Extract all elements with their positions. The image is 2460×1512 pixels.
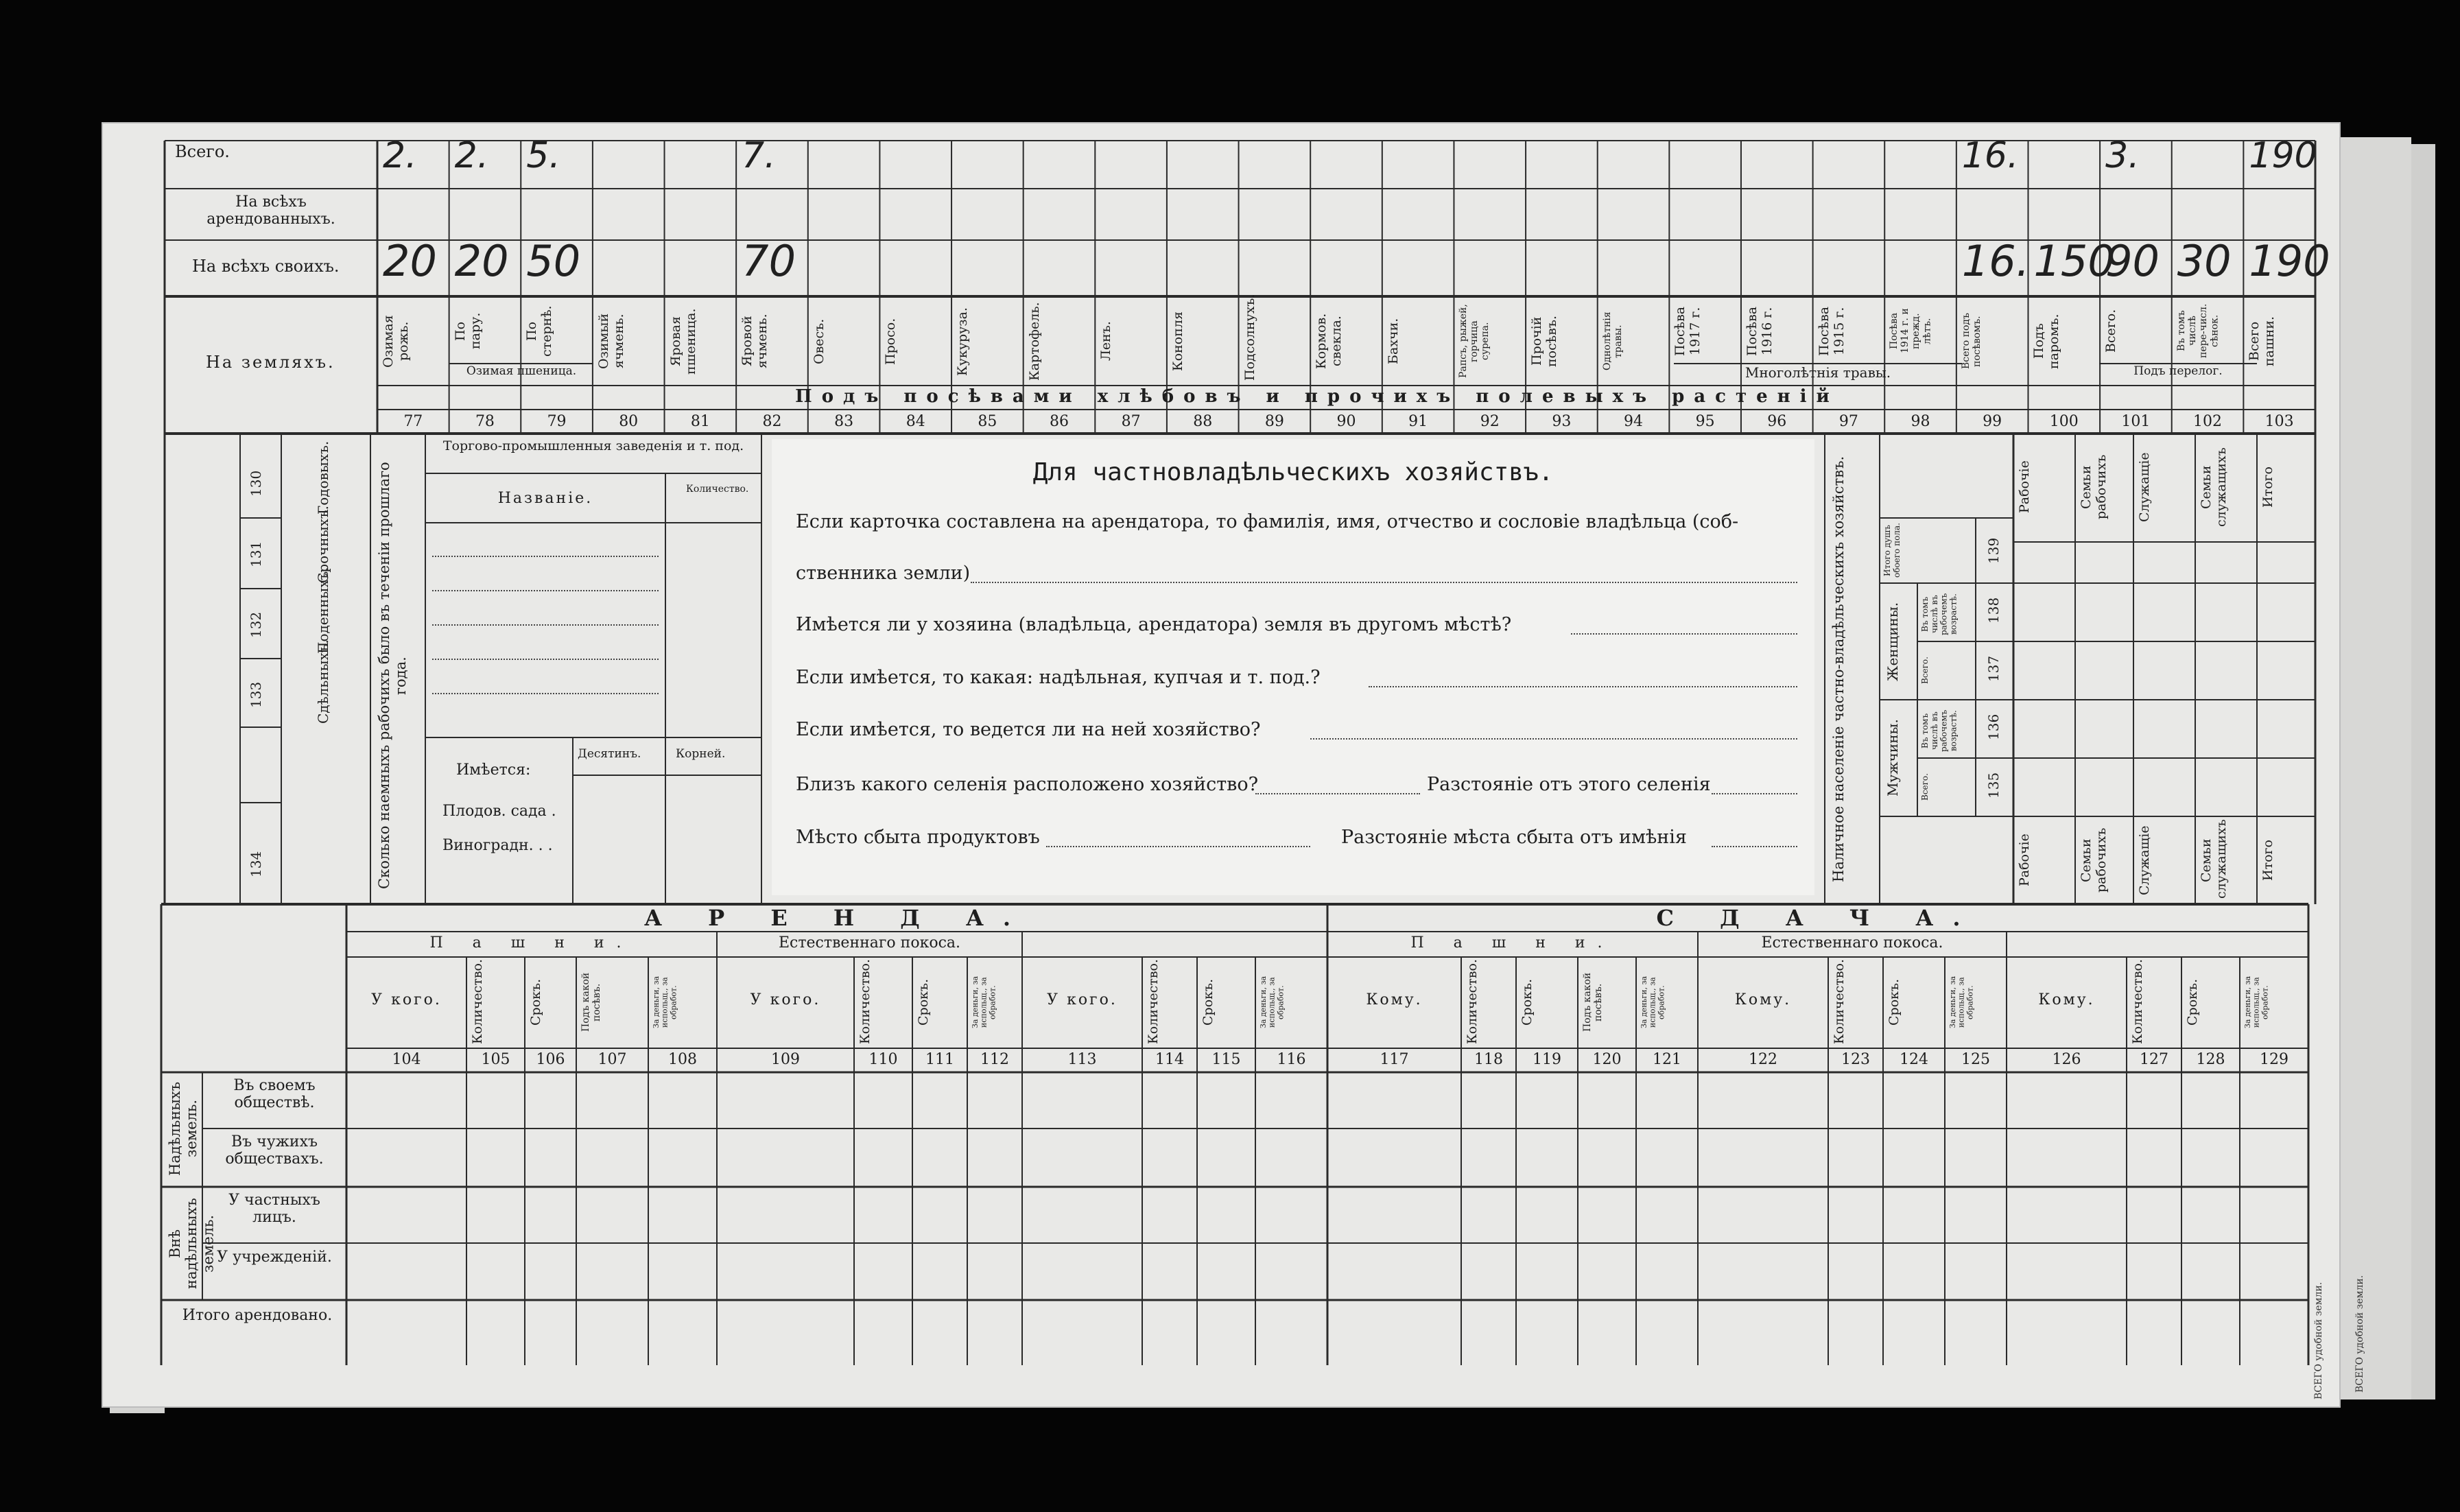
handwritten-value: 50 — [526, 236, 581, 286]
right-col-header: Служащіе — [2137, 825, 2152, 895]
has-label: Имѣется: — [456, 761, 531, 779]
col-88-label: Конопля — [1170, 311, 1185, 371]
question-village: Близъ какого селенія расположено хозяйство? — [796, 774, 1259, 795]
col-107-label: Подъ какой посѣвъ. — [580, 972, 603, 1032]
row-other-society: Въ чужихъ обществахъ. — [225, 1133, 324, 1168]
vineyard-label: Виноградн. . . — [442, 837, 553, 854]
row-own-society: Въ своемъ обществѣ. — [233, 1077, 316, 1112]
answer-line[interactable] — [971, 582, 1797, 583]
handwritten-value: 16. — [1961, 236, 2030, 286]
group-perelog: Подъ перелог. — [2133, 364, 2223, 378]
question-market: Мѣсто сбыта продуктовъ — [796, 827, 1040, 848]
row-institutions: У учрежденій. — [217, 1249, 332, 1266]
col-139-number: 139 — [1985, 537, 2002, 564]
margin-note: ВСЕГО удобной земли. — [2313, 1281, 2324, 1399]
col-77-number: 77 — [403, 413, 423, 430]
handwritten-value: 20 — [383, 236, 437, 286]
col-136-label: Въ томъ числѣ въ рабочемъ возрастѣ. — [1920, 709, 1959, 752]
row-label-own: На всѣхъ своихъ. — [192, 257, 340, 276]
private-farms-title: Для частновладѣльческихъ хозяйствъ. — [1032, 458, 1554, 486]
question-other-land: Имѣется ли у хозяина (владѣльца, арендатора) земля въ другомъ мѣстѣ? — [796, 614, 1512, 635]
col-111-number: 111 — [925, 1051, 954, 1068]
col-90-number: 90 — [1336, 413, 1356, 430]
col-113-label: У кого. — [1047, 991, 1117, 1008]
col-107-number: 107 — [598, 1051, 627, 1068]
col-97-number: 97 — [1838, 413, 1858, 430]
col-123-label: Количество. — [1832, 958, 1847, 1044]
col-83-label: Овесъ. — [811, 318, 827, 364]
row-label-rented: На всѣхъ арендованныхъ. — [206, 193, 335, 228]
col-130-number: 130 — [248, 470, 264, 497]
col-96-number: 96 — [1767, 413, 1787, 430]
sdacha-pokos: Естественнаго покоса. — [1761, 934, 1943, 952]
women-label: Женщины. — [1884, 602, 1901, 681]
col-114-number: 114 — [1155, 1051, 1184, 1068]
dotted-line — [432, 556, 659, 557]
col-120-label: Подъ какой посѣвъ. — [1582, 972, 1605, 1032]
col-105-label: Количество. — [470, 958, 485, 1044]
answer-line[interactable] — [1571, 633, 1797, 635]
col-106-number: 106 — [536, 1051, 565, 1068]
col-79-label: По стернѣ. — [524, 305, 555, 357]
col-128-label: Срокъ. — [2185, 978, 2200, 1026]
col-133-label: Сдѣльныхъ. — [315, 639, 331, 724]
col-83-number: 83 — [834, 413, 854, 430]
col-103-number: 103 — [2264, 413, 2294, 430]
col-80-label: Озимый ячмень. — [595, 313, 626, 370]
col-94-label: Однолѣтнія травы. — [1601, 311, 1624, 371]
right-col-header: Семьи рабочихъ — [2079, 454, 2109, 520]
col-124-number: 124 — [1900, 1051, 1928, 1068]
handwritten-value: 150 — [2033, 236, 2115, 286]
right-col-header: Семьи служащихъ — [2199, 819, 2229, 899]
col-128-number: 128 — [2196, 1051, 2225, 1068]
col-110-number: 110 — [868, 1051, 898, 1068]
answer-line[interactable] — [1310, 738, 1797, 740]
question-owner-2: ственника земли) — [796, 563, 971, 584]
col-88-number: 88 — [1193, 413, 1213, 430]
col-123-number: 123 — [1841, 1051, 1870, 1068]
col-93-label: Прочій посѣвъ. — [1529, 315, 1559, 368]
col-85-number: 85 — [978, 413, 997, 430]
question-owner-1: Если карточка составлена на арендатора, то фамилія, имя, отчество и сословіе владѣльца (соб- — [796, 511, 1739, 532]
col-119-number: 119 — [1533, 1051, 1561, 1068]
col-99-label: Всего подъ посѣвомъ. — [1960, 313, 1983, 370]
col-127-label: Количество. — [2130, 958, 2145, 1044]
trade-name-header: Названіе. — [497, 490, 593, 507]
answer-line[interactable] — [1712, 793, 1797, 794]
col-132-number: 132 — [248, 611, 264, 638]
col-108-number: 108 — [668, 1051, 697, 1068]
col-122-number: 122 — [1749, 1051, 1777, 1068]
handwritten-value: 30 — [2177, 236, 2232, 286]
vne-group-label: Внѣ надѣльныхъ земель. — [167, 1198, 217, 1290]
col-95-label: Посѣва 1917 г. — [1672, 306, 1703, 356]
margin-note: ВСЕГО удобной земли. — [2354, 1275, 2365, 1393]
col-117-label: Кому. — [1366, 991, 1423, 1008]
col-121-label: За деньги, за испольщ., за обработ. — [1640, 976, 1666, 1029]
col-116-number: 116 — [1277, 1051, 1306, 1068]
group-mnogoletnie: Многолѣтнія травы. — [1745, 364, 1891, 381]
col-119-label: Срокъ. — [1519, 978, 1535, 1026]
right-col-header: Итого — [2260, 466, 2275, 508]
col-80-number: 80 — [619, 413, 639, 430]
col-98-label: Посѣва 1914 г. и прежд. лѣтъ. — [1889, 308, 1933, 354]
col-91-number: 91 — [1408, 413, 1428, 430]
col-110-label: Количество. — [858, 958, 873, 1044]
banner-sown: Подъ посѣвами хлѣбовъ и прочихъ полевыхъ растеній — [795, 386, 1839, 407]
col-84-label: Просо. — [883, 318, 899, 365]
right-col-header: Рабочіе — [2017, 460, 2032, 514]
col-136-number: 136 — [1985, 713, 2002, 741]
row-label-total: Всего. — [175, 142, 230, 161]
col-109-label: У кого. — [750, 991, 821, 1008]
col-85-label: Кукуруза. — [955, 307, 971, 376]
col-96-label: Посѣва 1916 г. — [1744, 306, 1775, 356]
col-129-number: 129 — [2260, 1051, 2288, 1068]
col-122-label: Кому. — [1734, 991, 1792, 1008]
col-106-label: Срокъ. — [528, 978, 543, 1026]
handwritten-value: 3. — [2105, 135, 2140, 176]
col-89-label: Подсолнухъ. — [1242, 294, 1257, 381]
col-92-number: 92 — [1480, 413, 1500, 430]
answer-line[interactable] — [1255, 793, 1420, 794]
handwritten-value: 70 — [742, 236, 796, 286]
col-131-number: 131 — [248, 541, 264, 567]
row-private: У частныхъ лицъ. — [228, 1192, 320, 1227]
right-col-header: Итого — [2260, 840, 2275, 881]
right-col-header: Служащіе — [2137, 452, 2152, 522]
col-99-number: 99 — [1983, 413, 2002, 430]
answer-line[interactable] — [1712, 846, 1797, 847]
col-137-number: 137 — [1985, 655, 2002, 683]
col-87-label: Ленъ. — [1098, 321, 1114, 362]
col-86-label: Картофель. — [1026, 302, 1042, 381]
population-label: Наличное населеніе частно-владѣльческихъ хозяйствъ. — [1830, 456, 1847, 882]
col-118-number: 118 — [1474, 1051, 1503, 1068]
col-116-label: За деньги, за испольщ., за обработ. — [1259, 976, 1286, 1029]
col-125-label: За деньги, за испольщ., за обработ. — [1948, 976, 1975, 1029]
handwritten-value: 20 — [454, 236, 509, 286]
col-101-label: Всего. — [2103, 309, 2119, 353]
col-115-number: 115 — [1211, 1051, 1241, 1068]
col-129-label: За деньги, за испольщ., за обработ. — [2243, 976, 2270, 1029]
col-81-label: Яровая пшеница. — [667, 308, 698, 375]
handwritten-value: 90 — [2105, 236, 2160, 286]
col-100-label: Подъ паромъ. — [2031, 314, 2062, 369]
handwritten-value: 190 — [2249, 135, 2317, 176]
arenda-header: А Р Е Н Д А. — [643, 905, 1030, 931]
col-115-label: Срокъ. — [1201, 978, 1216, 1026]
arenda-pashni: П а ш н и. — [429, 934, 634, 952]
col-105-number: 105 — [481, 1051, 510, 1068]
question-market-distance: Разстояніе мѣста сбыта отъ имѣнія — [1341, 827, 1687, 848]
col-120-number: 120 — [1592, 1051, 1622, 1068]
col-118-label: Количество. — [1465, 958, 1480, 1044]
dotted-line — [432, 624, 659, 626]
handwritten-value: 16. — [1961, 135, 2019, 176]
col-124-label: Срокъ. — [1887, 978, 1902, 1026]
col-78-label: По пару. — [452, 312, 483, 350]
col-81-number: 81 — [690, 413, 710, 430]
col-126-number: 126 — [2052, 1051, 2081, 1068]
col-134-number: 134 — [248, 851, 264, 878]
men-label: Мужчины. — [1884, 719, 1901, 797]
col-102-label: Въ томъ числѣ пере-числ. сѣнок. — [2175, 303, 2221, 359]
right-col-header: Семьи служащихъ — [2199, 447, 2229, 527]
col-94-number: 94 — [1624, 413, 1644, 430]
desyatin-header: Десятинъ. — [578, 747, 641, 761]
hired-workers-label: Сколько наемныхъ рабочихъ было въ теченіи прошлаго года. — [376, 462, 410, 890]
col-112-label: За деньги, за испольщ., за обработ. — [971, 976, 997, 1029]
handwritten-value: 2. — [454, 135, 489, 176]
col-117-number: 117 — [1380, 1051, 1409, 1068]
col-100-number: 100 — [2049, 413, 2079, 430]
col-138-number: 138 — [1985, 597, 2002, 624]
col-87-number: 87 — [1121, 413, 1141, 430]
row-header-lands: На земляхъ. — [206, 353, 335, 372]
handwritten-value: 2. — [383, 135, 417, 176]
col-104-number: 104 — [392, 1051, 421, 1068]
dotted-line — [432, 590, 659, 591]
trade-qty-header: Количество. — [686, 484, 749, 495]
col-125-number: 125 — [1961, 1051, 1990, 1068]
col-121-number: 121 — [1653, 1051, 1681, 1068]
group-ozimaya: Озимая пшеница. — [466, 364, 577, 378]
col-126-label: Кому. — [2038, 991, 2095, 1008]
col-92-label: Рапсъ, рыжей, горчица сурепа. — [1458, 304, 1491, 379]
col-77-label: Озимая рожь. — [381, 315, 411, 368]
orchard-label: Плодов. сада . — [442, 803, 556, 820]
col-97-label: Посѣва 1915 г. — [1816, 306, 1847, 356]
col-91-label: Бахчи. — [1385, 318, 1401, 365]
answer-line[interactable] — [1046, 846, 1310, 847]
col-139-label: Итого душъ обоего пола. — [1882, 523, 1902, 578]
dotted-line — [432, 659, 659, 660]
col-130-label: Годовыхъ. — [315, 440, 331, 515]
col-109-number: 109 — [771, 1051, 800, 1068]
question-farming: Если имѣется, то ведется ли на ней хозяйство? — [796, 719, 1261, 740]
right-col-header: Рабочіе — [2017, 834, 2032, 887]
korney-header: Корней. — [676, 747, 726, 761]
col-89-number: 89 — [1264, 413, 1284, 430]
answer-line[interactable] — [1369, 686, 1797, 687]
sdacha-header: С Д А Ч А. — [1656, 905, 1980, 931]
trade-title: Торгово-промышленныя заведенія и т. под. — [442, 438, 744, 453]
col-137-label: Всего. — [1920, 657, 1930, 685]
col-90-label: Кормов. свекла. — [1314, 313, 1345, 370]
dotted-line — [432, 693, 659, 694]
col-112-number: 112 — [980, 1051, 1009, 1068]
col-101-number: 101 — [2121, 413, 2151, 430]
question-land-type: Если имѣется, то какая: надѣльная, купчая и т. под.? — [796, 667, 1321, 688]
right-col-header: Семьи рабочихъ — [2079, 827, 2109, 893]
col-138-label: Въ томъ числѣ въ рабочемъ возрастѣ. — [1920, 593, 1959, 635]
handwritten-value: 5. — [526, 135, 560, 176]
col-82-label: Яровой ячмень. — [740, 314, 770, 369]
col-114-label: Количество. — [1146, 958, 1161, 1044]
nadel-group-label: Надѣльныхъ земель. — [167, 1081, 200, 1176]
col-84-number: 84 — [906, 413, 925, 430]
col-127-number: 127 — [2140, 1051, 2168, 1068]
col-104-label: У кого. — [371, 991, 442, 1008]
col-93-number: 93 — [1552, 413, 1572, 430]
handwritten-value: 7. — [742, 135, 776, 176]
col-133-number: 133 — [248, 681, 264, 708]
col-86-number: 86 — [1049, 413, 1069, 430]
col-111-label: Срокъ. — [916, 978, 931, 1026]
col-135-number: 135 — [1985, 772, 2002, 799]
col-82-number: 82 — [762, 413, 782, 430]
col-113-number: 113 — [1067, 1051, 1097, 1068]
col-131-label: Срочныхъ. — [315, 506, 331, 583]
question-village-distance: Разстояніе отъ этого селенія — [1427, 774, 1711, 795]
col-103-label: Всего пашни. — [2247, 316, 2278, 367]
col-98-number: 98 — [1911, 413, 1930, 430]
col-108-label: За деньги, за испольщ., за обработ. — [652, 976, 678, 1029]
col-132-label: Поденныхъ. — [315, 567, 331, 654]
arenda-pokos: Естественнаго покоса. — [778, 934, 960, 952]
col-95-number: 95 — [1695, 413, 1715, 430]
col-102-number: 102 — [2193, 413, 2223, 430]
sdacha-pashni: П а ш н и. — [1410, 934, 1615, 952]
col-79-number: 79 — [547, 413, 567, 430]
handwritten-value: 190 — [2249, 236, 2330, 286]
col-135-label: Всего. — [1920, 773, 1930, 801]
col-78-number: 78 — [475, 413, 495, 430]
row-total-rented: Итого арендовано. — [182, 1307, 333, 1324]
